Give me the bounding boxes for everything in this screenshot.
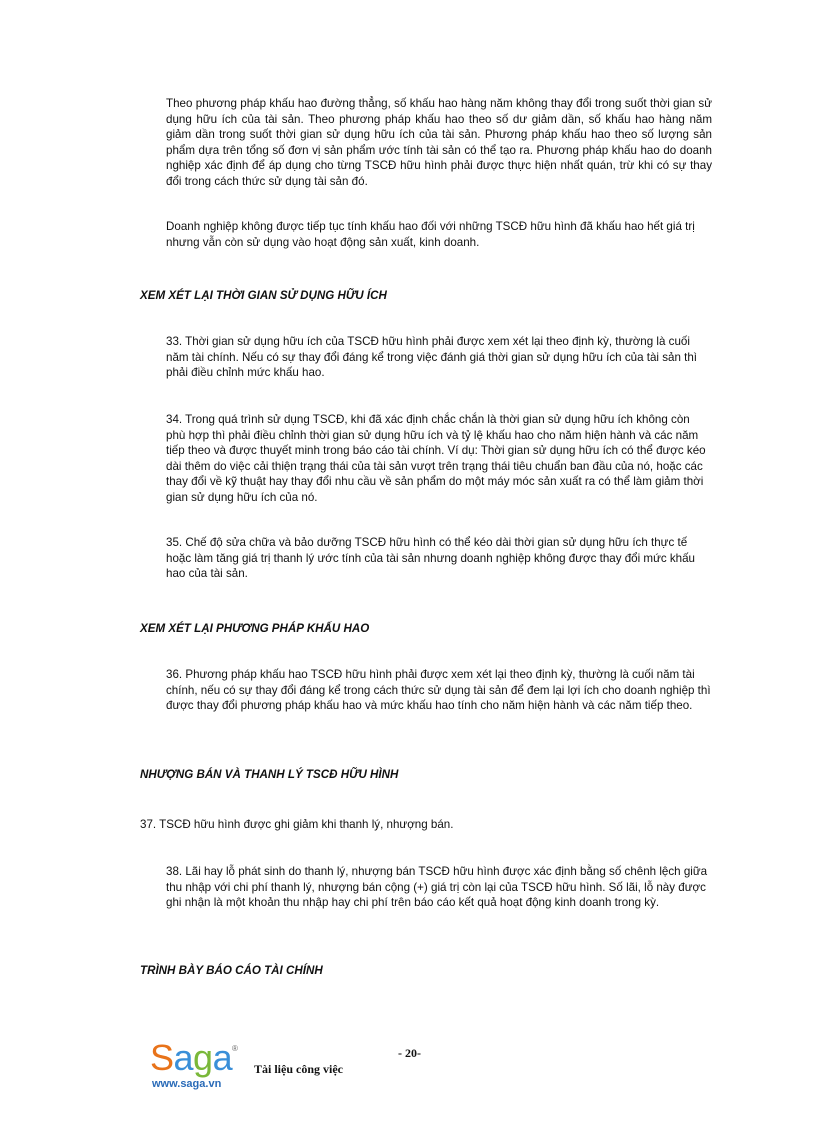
logo-tagline: Tài liệu công việc [254, 1062, 343, 1076]
registered-mark: ® [232, 1044, 238, 1053]
paragraph-depreciation-methods: Theo phương pháp khấu hao đường thẳng, số khấu hao hàng năm không thay đổi trong suốt thời gian sử dụng hữu ích của tài sản. Theo phương pháp khấu hao theo số dư giảm dần, số khấu hao hàng năm giảm dần trong suốt thời gian sử dụng hữu ích của tài sản. Phương pháp khấu hao theo số lượng sản phẩm dựa trên tổng số đơn vị sản phẩm ước tính tài sản có thể tạo ra. Phương pháp khấu hao do doanh nghiệp xác định để áp dụng cho từng TSCĐ hữu hình phải được thực hiện nhất quán, trừ khi có sự thay đổi trong cách thức sử dụng tài sản đó. [166, 97, 712, 188]
paragraph-34: 34. Trong quá trình sử dụng TSCĐ, khi đã xác định chắc chắn là thời gian sử dụng hữu ích không còn phù hợp thì phải điều chỉnh thời gian sử dụng hữu ích và tỷ lệ khấu hao cho năm hiện hành và các năm tiếp theo và được thuyết minh trong báo cáo tài chính. Ví dụ: Thời gian sử dụng hữu ích có thể được kéo dài thêm do việc cải thiện trạng thái của tài sản vượt trên trạng thái tiêu chuẩn ban đầu của nó, hoặc các thay đổi về kỹ thuật hay thay đổi nhu cầu về sản phẩm do một máy móc sản xuất ra có thể làm giảm thời gian sử dụng hữu ích của nó. [166, 413, 706, 504]
page-number: - 20- [398, 1046, 421, 1060]
heading-review-useful-life: XEM XÉT LẠI THỜI GIAN SỬ DỤNG HỮU ÍCH [140, 289, 387, 302]
heading-review-depreciation-method: XEM XÉT LẠI PHƯƠNG PHÁP KHẤU HAO [140, 622, 370, 635]
heading-financial-statement-presentation: TRÌNH BÀY BÁO CÁO TÀI CHÍNH [140, 964, 323, 977]
paragraph-33: 33. Thời gian sử dụng hữu ích của TSCĐ hữu hình phải được xem xét lại theo định kỳ, thường là cuối năm tài chính. Nếu có sự thay đổi đáng kể trong việc đánh giá thời gian sử dụng hữu ích của tài sản thì phải điều chỉnh mức khấu hao. [166, 335, 698, 380]
saga-logo-wordmark [150, 1037, 233, 1078]
paragraph-36: 36. Phương pháp khấu hao TSCĐ hữu hình phải được xem xét lại theo định kỳ, thường là cuối năm tài chính, nếu có sự thay đổi đáng kể trong cách thức sử dụng tài sản để đem lại lợi ích cho doanh nghiệp thì được thay đổi phương pháp khấu hao và mức khấu hao tính cho năm hiện hành và các năm tiếp theo. [166, 668, 711, 713]
paragraph-35: 35. Chế độ sửa chữa và bảo dưỡng TSCĐ hữu hình có thể kéo dài thời gian sử dụng hữu ích thực tế hoặc làm tăng giá trị thanh lý ước tính của tài sản nhưng doanh nghiệp không được thay đổi mức khấu hao của tài sản. [166, 536, 695, 581]
logo-letter-s: S [150, 1037, 174, 1078]
logo-letter-a2: a [212, 1037, 233, 1078]
paragraph-no-further-depreciation: Doanh nghiệp không được tiếp tục tính khấu hao đối với những TSCĐ hữu hình đã khấu hao hết giá trị nhưng vẫn còn sử dụng vào hoạt động sản xuất, kinh doanh. [166, 220, 695, 249]
paragraph-37: 37. TSCĐ hữu hình được ghi giảm khi thanh lý, nhượng bán. [140, 818, 454, 831]
logo-letter-g: g [193, 1037, 213, 1078]
saga-logo [150, 1037, 350, 1092]
logo-letter-a: a [173, 1037, 194, 1078]
heading-disposal-liquidation: NHƯỢNG BÁN VÀ THANH LÝ TSCĐ HỮU HÌNH [140, 768, 399, 781]
logo-url: www.saga.vn [152, 1078, 222, 1090]
paragraph-38: 38. Lãi hay lỗ phát sinh do thanh lý, nhượng bán TSCĐ hữu hình được xác định bằng số chênh lệch giữa thu nhập với chi phí thanh lý, nhượng bán cộng (+) giá trị còn lại của TSCĐ hữu hình. Số lãi, lỗ này được ghi nhận là một khoản thu nhập hay chi phí trên báo cáo kết quả hoạt động kinh doanh trong kỳ. [166, 865, 708, 910]
